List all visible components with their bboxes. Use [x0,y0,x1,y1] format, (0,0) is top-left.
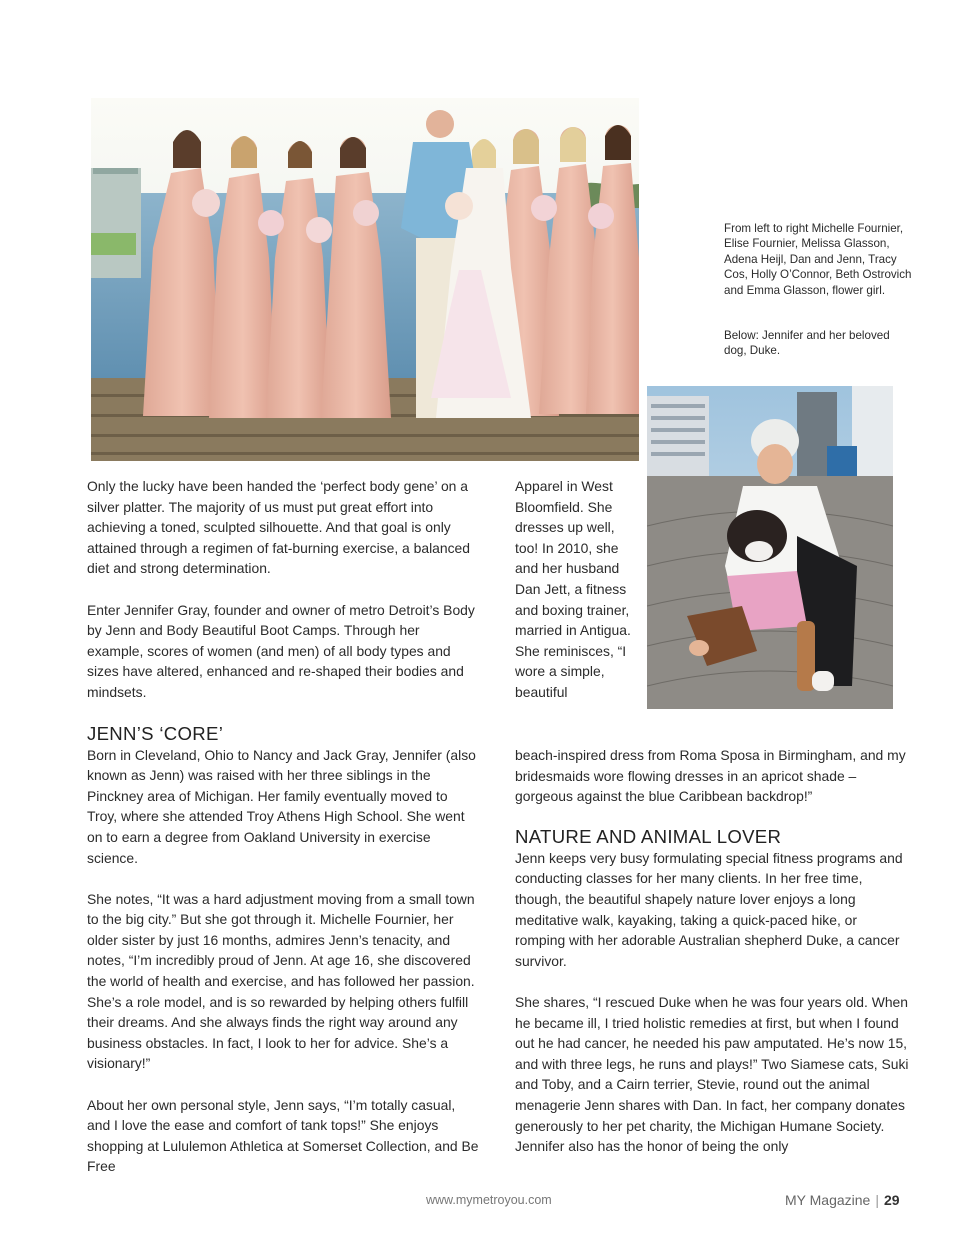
dog-photo-illustration [647,386,893,709]
article-right-column [515,745,910,1157]
footer-page-info [785,1192,900,1208]
page-number: 29 [883,1192,900,1208]
duke-paragraph: She shares, “I rescued Duke when he was four years old. When he became ill, I tried holistic remedies at first, but when I found out he had cancer, he needed his paw amputated. He’s now 15, and with three legs, he runs and plays!” Two Siamese cats, Suki and Toby, and a Cairn terrier, Stevie, round out the animal menagerie Jenn shares with Dan. In fact, her company donates generously to her pet charity, the Michigan Humane Society. Jennifer also has the honor of being the only [515,993,909,1155]
article-left-column [87,476,479,1177]
photo-caption: From left to right Michelle Fournier, Elise Fournier, Melissa Glasson, Adena Heijl, Dan and Jenn, Tracy Cos, Holly O’Connor, Beth Ostrovich and Emma Glasson, flower girl. [724,222,912,297]
background-paragraph: Born in Cleveland, Ohio to Nancy and Jack Gray, Jennifer (also known as Jenn) was raised with her three siblings in the Pinckney area of Michigan. Her family eventually moved to Troy, where she attended Troy Athens High School. She went on to earn a degree from Oakland University in exercise science. [87,746,476,866]
jennifer-and-dog-photo [639,377,905,717]
footer-separator: | [875,1192,879,1208]
magazine-name: MY Magazine [785,1192,871,1208]
article-right-narrow-text [515,476,633,703]
section-heading-core: JENN’S ‘CORE’ [87,722,224,744]
wedding-group-photo [91,98,639,461]
footer-website: www.mymetroyou.com [426,1193,552,1207]
wedding-paragraph-start: Apparel in West Bloomfield. She dresses up well, too! In 2010, she and her husband Dan Jett, a fitness and boxing trainer, married in Antigua. She reminisces, “I wore a simple, beautiful [515,478,631,700]
founder-paragraph: Enter Jennifer Gray, founder and owner of metro Detroit’s Body by Jenn and Body Beautiful Boot Camps. Through her example, scores of women (and men) of all body types and sizes have altered, enhanced and re-shaped their bodies and mindsets. [87,601,475,700]
style-paragraph: About her own personal style, Jenn says, “I’m totally casual, and I love the ease and comfort of tank tops!” She enjoys shopping at Lululemon Athletica at Somerset Collection, and Be Free [87,1096,479,1175]
dog-photo-caption: Below: Jennifer and her beloved dog, Duke. [724,329,890,358]
wedding-paragraph-end: beach-inspired dress from Roma Sposa in Birmingham, and my bridesmaids wore flowing dresses in an apricot shade – gorgeous against the blue Caribbean backdrop!” [515,747,906,805]
hobbies-paragraph: Jenn keeps very busy formulating special fitness programs and conducting classes for her many clients. In her free time, though, the beautiful shapely nature lover enjoys a long meditative walk, kayaking, taking a quick-paced hike, or romping with her adorable Australian shepherd Duke, a cancer survivor. [515,849,903,969]
section-heading-nature: NATURE AND ANIMAL LOVER [515,825,782,847]
intro-paragraph: Only the lucky have been handed the ‘perfect body gene’ on a silver platter. The majority of us must put great effort into achieving a toned, sculpted silhouette. And that goal is only attained through a regimen of fat-burning exercise, a balanced diet and strong determination. [87,478,471,577]
wedding-photo-illustration [91,98,639,461]
sister-quote-paragraph: She notes, “It was a hard adjustment moving from a small town to the big city.” But she got through it. Michelle Fournier, her older sister by just 16 months, admires Jenn’s tenacity, and notes, “I’m incredibly proud of Jenn. At age 16, she discovered the world of health and exercise, and has followed her passion. She’s a role model, and is so rewarded by helping others fulfill their dreams. And she always finds the right way around any business obstacles. In fact, I look to her for advice. She’s a visionary!” [87,890,475,1072]
